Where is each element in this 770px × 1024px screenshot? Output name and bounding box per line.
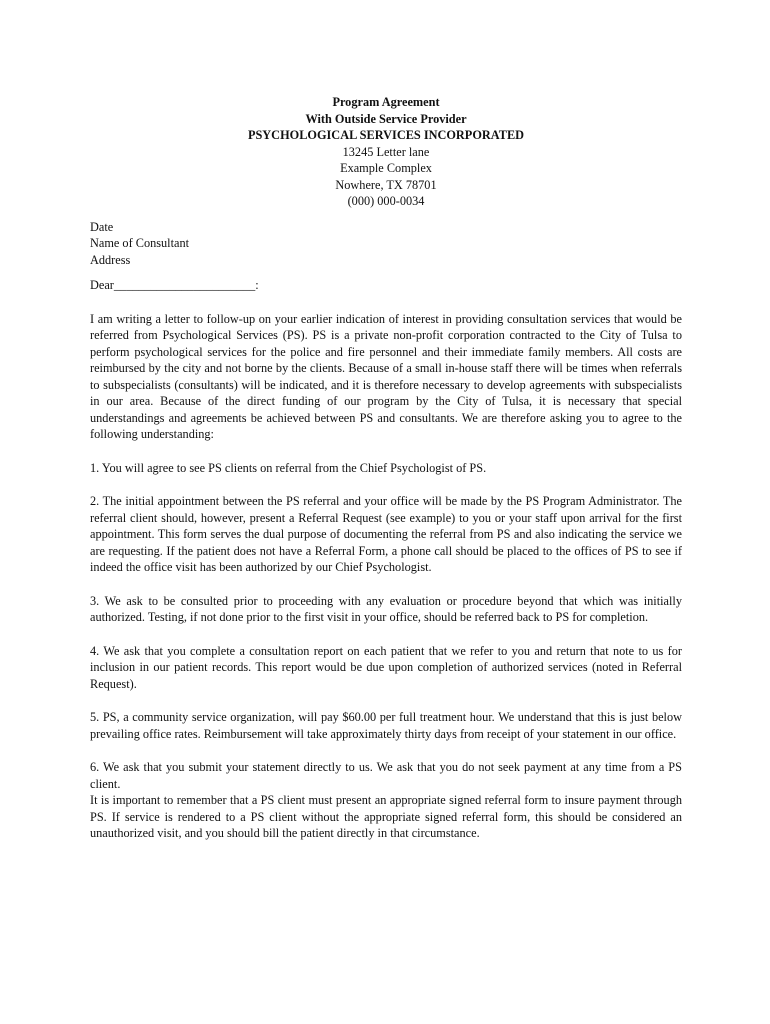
intro-paragraph: I am writing a letter to follow-up on your earlier indication of interest in providing consultation services that would be referred from Psychological Services (PS). PS is a private non-profit corporation contracted to the City of Tulsa to perform psychological services for the police and fire personnel and their immediate family members. All costs are reimbursed by the city and not borne by the clients. Because of a small in-house staff there will be times when referrals to subspecialists (consultants) will be indicated, and it is therefore necessary to develop agreements with subspecialists in our area. Because of the direct funding of our program by the City of Tulsa, it is necessary that special understandings and agreements be achieved between PS and consultants. We are therefore asking you to agree to the following understanding: [90,311,682,441]
street-address: 13245 Letter lane [342,144,430,159]
recipient-block [90,219,682,269]
complex-name: Example Complex [340,161,432,175]
city-state-zip: Nowhere, TX 78701 [335,177,437,192]
organization-name: PSYCHOLOGICAL SERVICES INCORPORATED [247,128,525,142]
closing-paragraph: It is important to remember that a PS client must present an appropriate signed referral form to insure payment through PS. If service is rendered to a PS client without the appropriate signed referral form, this should be considered an unauthorized visit, and you should bill the patient directly in that circumstance. [90,793,682,840]
document-page [90,94,682,842]
item-4-paragraph: 4. We ask that you complete a consultation report on each patient that we refer to you and return that note to us for inclusion in our patient records. This report would be due upon completion of authorized services (noted in Referral Request). [90,643,682,691]
item-3-paragraph: 3. We ask to be consulted prior to proceeding with any evaluation or procedure beyond that which was initially authorized. Testing, if not done prior to the first visit in your office, should be referred back to PS for completion. [90,593,682,624]
item-1-paragraph: 1. You will agree to see PS clients on referral from the Chief Psychologist of PS. [90,460,487,475]
letterhead [90,94,682,210]
address-line: Address [90,252,131,267]
consultant-name-line: Name of Consultant [90,236,190,250]
document-subtitle: With Outside Service Provider [305,111,467,126]
phone-number: (000) 000-0034 [347,194,425,208]
item-2-paragraph: 2. The initial appointment between the PS referral and your office will be made by the PS Program Administrator. The referral client should, however, present a Referral Request (see example) to you or your staff upon arrival for the first appointment. This form serves the dual purpose of documenting the referral from PS and also indicating the service we are requesting. If the patient does not have a Referral Form, a phone call should be placed to the offices of PS to see if indeed the office visit has been authorized by our Chief Psychologist. [90,494,682,574]
item-5-paragraph: 5. PS, a community service organization, will pay $60.00 per full treatment hour. We understand that this is just below prevailing office rates. Reimbursement will take approximately thirty days from receipt of your statement in our office. [90,710,682,741]
item-6-paragraph: 6. We ask that you submit your statement directly to us. We ask that you do not seek payment at any time from a PS client. [90,760,682,791]
document-title: Program Agreement [332,95,440,109]
salutation: Dear_______________________: [90,278,259,292]
date-line: Date [90,219,114,234]
